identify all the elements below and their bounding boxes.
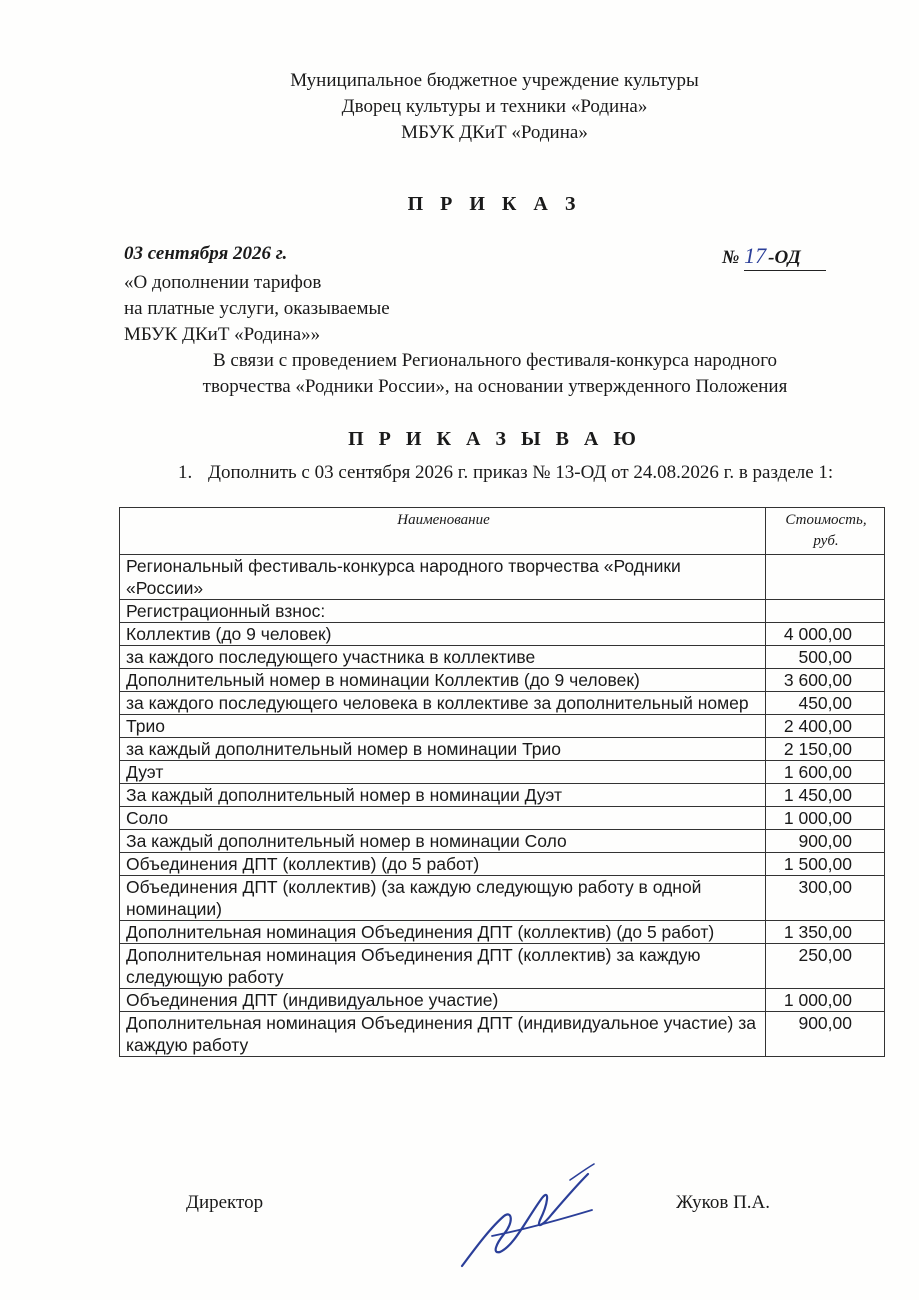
number-prefix: № (722, 247, 740, 268)
table-row (120, 784, 885, 807)
service-name-cell: за каждого последующего участника в коллективе (120, 646, 766, 669)
subject-line-1: «О дополнении тарифов (124, 272, 322, 293)
service-name-cell: Дополнительная номинация Объединения ДПТ (коллектив) (до 5 работ) (120, 921, 766, 944)
service-cost-cell: 900,00 (766, 1012, 885, 1057)
decree-item-1 (178, 461, 868, 485)
preamble (145, 348, 845, 400)
service-cost-cell: 2 400,00 (766, 715, 885, 738)
header-line-3: МБУК ДКиТ «Родина» (401, 122, 588, 143)
table-row (120, 921, 885, 944)
table-row (120, 876, 885, 921)
tariffs-table (119, 507, 885, 1057)
table-row (120, 944, 885, 989)
service-cost-cell: 2 150,00 (766, 738, 885, 761)
table-row (120, 623, 885, 646)
table-row (120, 989, 885, 1012)
service-cost-cell: 450,00 (766, 692, 885, 715)
table-row (120, 1012, 885, 1057)
number-field (744, 243, 826, 271)
service-name-cell: за каждый дополнительный номер в номинации Трио (120, 738, 766, 761)
service-cost-cell: 500,00 (766, 646, 885, 669)
header-line-1: Муниципальное бюджетное учреждение культуры (290, 70, 699, 91)
order-subject (124, 270, 390, 348)
service-cost-cell (766, 555, 885, 600)
service-name-cell: Дополнительный номер в номинации Коллектив (до 9 человек) (120, 669, 766, 692)
table-row (120, 853, 885, 876)
header-cost: Стоимость, руб. (766, 508, 885, 555)
table-row (120, 600, 885, 623)
service-cost-cell: 1 500,00 (766, 853, 885, 876)
service-cost-cell: 1 000,00 (766, 989, 885, 1012)
tariffs-body (120, 555, 885, 1057)
table-row (120, 555, 885, 600)
table-row (120, 738, 885, 761)
decree-heading: П Р И К А З Ы В А Ю (348, 428, 641, 450)
table-row (120, 830, 885, 853)
service-name-cell: Коллектив (до 9 человек) (120, 623, 766, 646)
service-cost-cell: 4 000,00 (766, 623, 885, 646)
document-title: П Р И К А З (407, 193, 582, 215)
preamble-line-2: творчества «Родники России», на основании утвержденного Положения (202, 376, 788, 397)
service-name-cell: Дополнительная номинация Объединения ДПТ (коллектив) за каждую следующую работу (120, 944, 766, 989)
order-date: 03 сентября 2026 г. (124, 243, 288, 264)
subject-line-2: на платные услуги, оказываемые (124, 298, 390, 319)
header-name: Наименование (120, 508, 766, 555)
handwritten-signature (452, 1158, 602, 1278)
subject-line-3: МБУК ДКиТ «Родина»» (124, 324, 321, 345)
service-name-cell: Объединения ДПТ (коллектив) (за каждую следующую работу в одной номинации) (120, 876, 766, 921)
service-name-cell: Регистрационный взнос: (120, 600, 766, 623)
item-text: Дополнить с 03 сентября 2026 г. приказ № 13-ОД от 24.08.2026 г. в разделе 1: (208, 462, 834, 483)
order-number (722, 243, 826, 271)
service-name-cell: Соло (120, 807, 766, 830)
service-name-cell: Объединения ДПТ (коллектив) (до 5 работ) (120, 853, 766, 876)
table-row (120, 715, 885, 738)
service-name-cell: за каждого последующего человека в коллективе за дополнительный номер (120, 692, 766, 715)
service-cost-cell: 900,00 (766, 830, 885, 853)
table-row (120, 761, 885, 784)
service-name-cell: За каждый дополнительный номер в номинации Соло (120, 830, 766, 853)
organization-header (0, 68, 919, 146)
number-suffix: -ОД (768, 247, 801, 268)
table-row (120, 646, 885, 669)
table-row (120, 807, 885, 830)
service-name-cell: Дополнительная номинация Объединения ДПТ (индивидуальное участие) за каждую работу (120, 1012, 766, 1057)
service-name-cell: Трио (120, 715, 766, 738)
service-name-cell: Региональный фестиваль-конкурса народного творчества «Родники «России» (120, 555, 766, 600)
service-name-cell: Дуэт (120, 761, 766, 784)
table-row (120, 692, 885, 715)
service-cost-cell: 3 600,00 (766, 669, 885, 692)
service-name-cell: Объединения ДПТ (индивидуальное участие) (120, 989, 766, 1012)
service-cost-cell: 1 450,00 (766, 784, 885, 807)
table-row (120, 669, 885, 692)
table-header-row (120, 508, 885, 555)
service-cost-cell: 1 350,00 (766, 921, 885, 944)
service-cost-cell: 1 600,00 (766, 761, 885, 784)
service-cost-cell: 250,00 (766, 944, 885, 989)
item-marker: 1. (178, 462, 193, 483)
service-cost-cell (766, 600, 885, 623)
service-cost-cell: 300,00 (766, 876, 885, 921)
handwritten-number: 17 (744, 243, 767, 268)
service-name-cell: За каждый дополнительный номер в номинации Дуэт (120, 784, 766, 807)
signatory-name: Жуков П.А. (676, 1192, 771, 1213)
preamble-line-1: В связи с проведением Регионального фестиваля-конкурса народного (212, 350, 778, 371)
header-line-2: Дворец культуры и техники «Родина» (341, 96, 648, 117)
service-cost-cell: 1 000,00 (766, 807, 885, 830)
signatory-position: Директор (186, 1192, 264, 1213)
